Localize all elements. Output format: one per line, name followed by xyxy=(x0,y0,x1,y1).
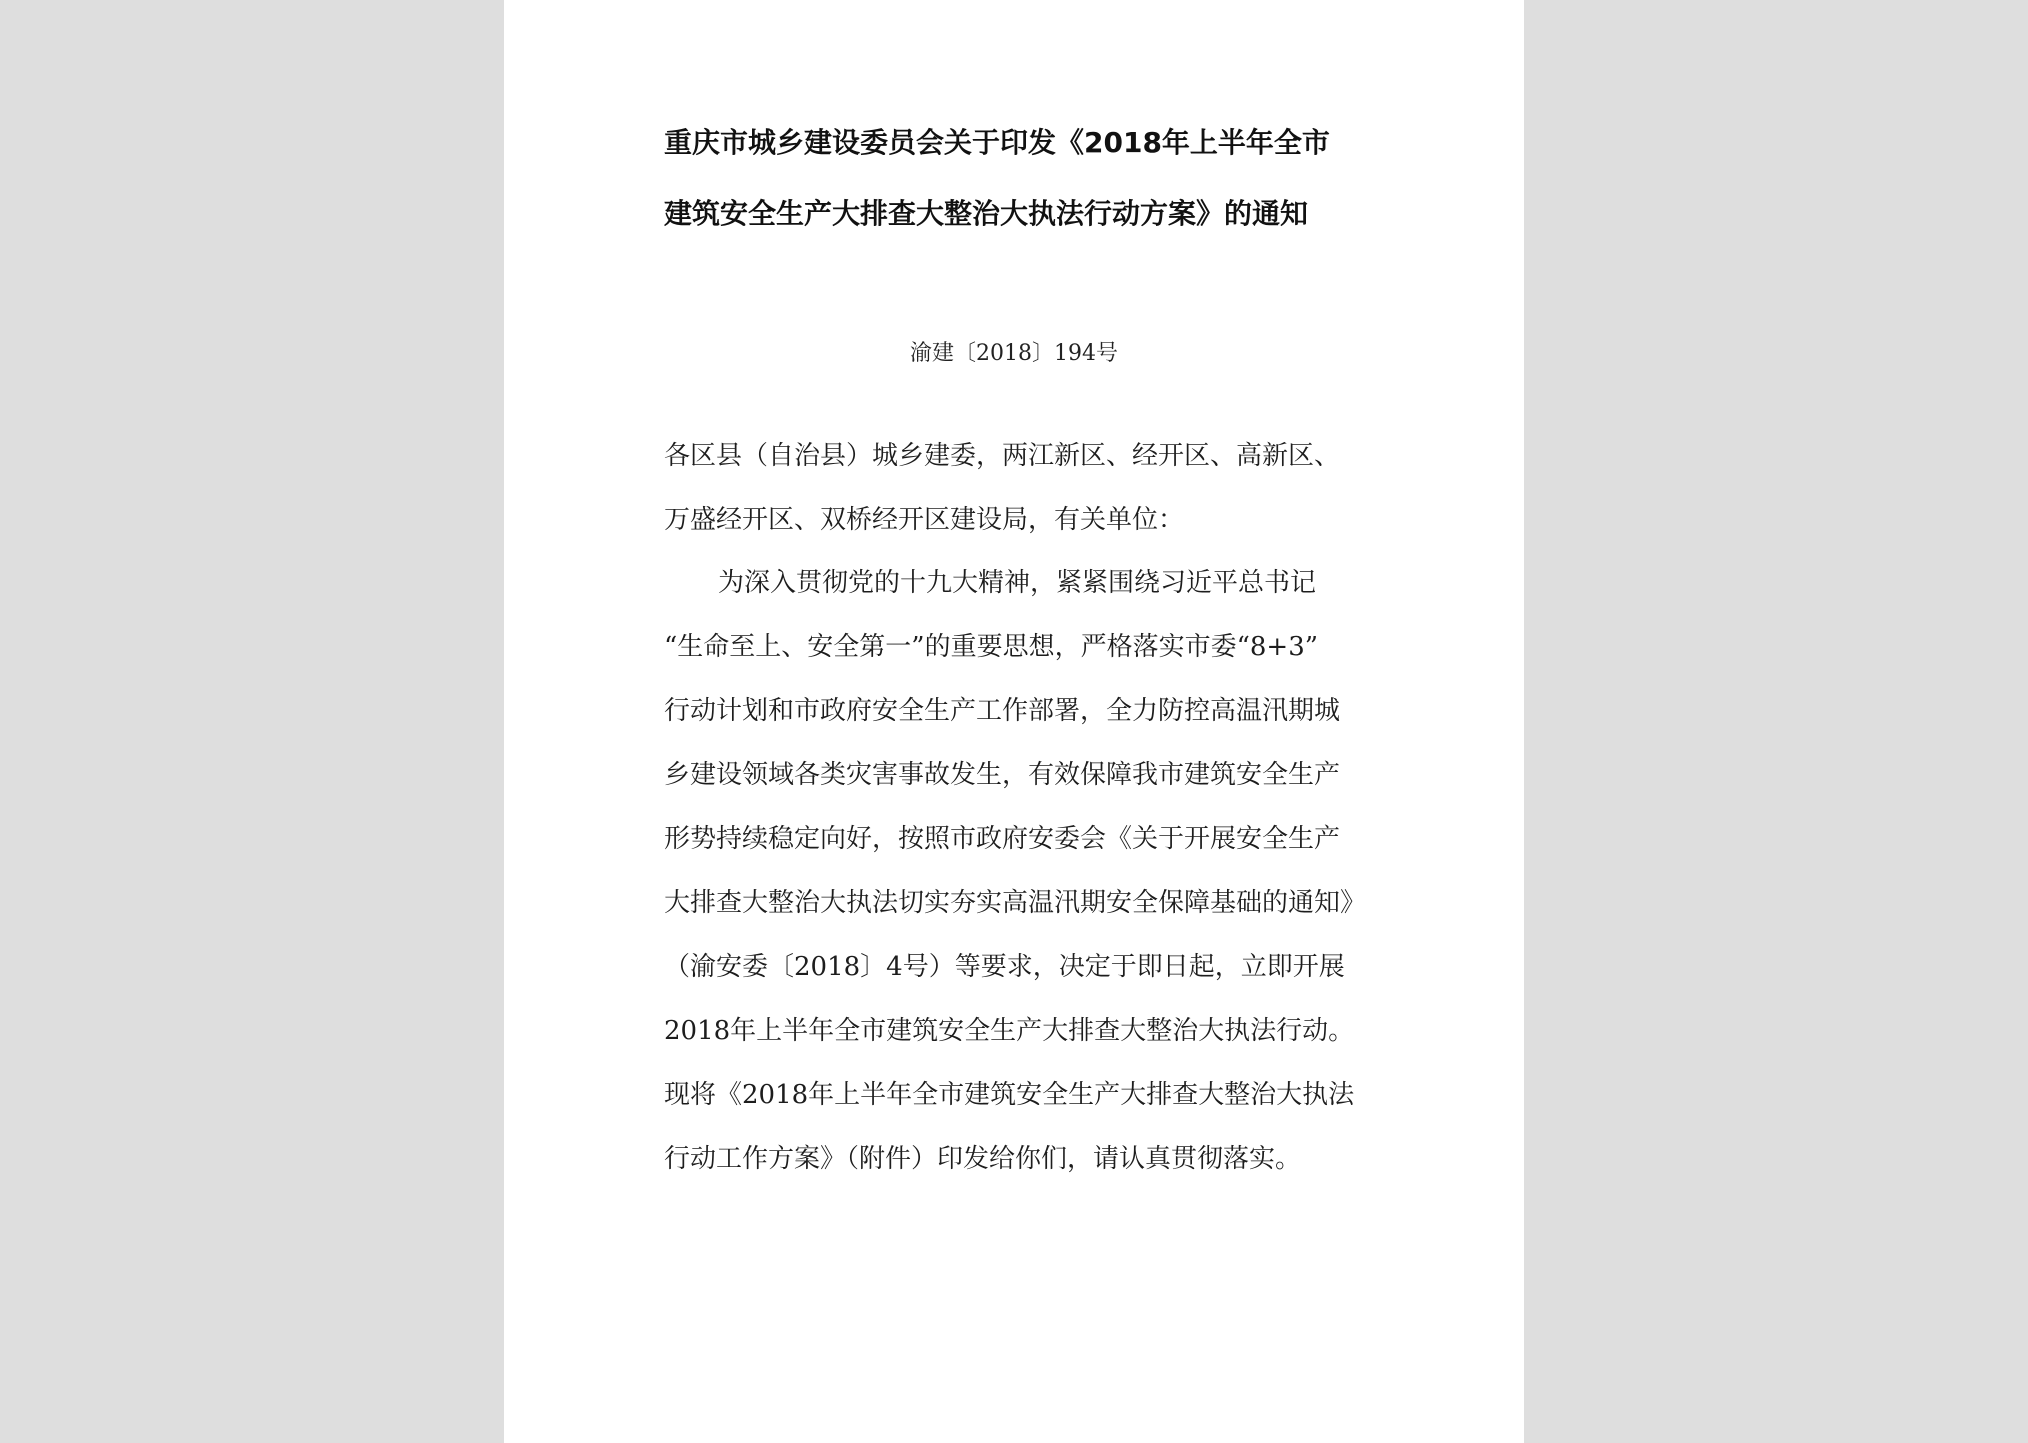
recipient-line-2: 万盛经开区、双桥经开区建设局，有关单位： xyxy=(664,505,1185,535)
document-title-line-2: 建筑安全生产大排查大整治大执法行动方案》的通知 xyxy=(664,197,1309,230)
body-line-7: （渝安委〔2018〕4号）等要求，决定于即日起，立即开展 xyxy=(664,952,1345,982)
body-line-10: 行动工作方案》（附件）印发给你们，请认真贯彻落实。 xyxy=(664,1144,1302,1174)
document-page xyxy=(504,0,1524,1443)
body-line-4: 乡建设领域各类灾害事故发生，有效保障我市建筑安全生产 xyxy=(664,760,1341,790)
body-line-2: “生命至上、安全第一”的重要思想，严格落实市委“8+3” xyxy=(664,632,1319,662)
document-number: 渝建〔2018〕194号 xyxy=(910,341,1118,366)
body-line-8: 2018年上半年全市建筑安全生产大排查大整治大执法行动。 xyxy=(664,1016,1355,1046)
body-line-5: 形势持续稳定向好，按照市政府安委会《关于开展安全生产 xyxy=(664,824,1341,854)
body-line-1: 为深入贯彻党的十九大精神，紧紧围绕习近平总书记 xyxy=(718,568,1317,598)
body-line-9: 现将《2018年上半年全市建筑安全生产大排查大整治大执法 xyxy=(664,1080,1355,1110)
body-line-6: 大排查大整治大执法切实夯实高温汛期安全保障基础的通知》 xyxy=(664,888,1367,918)
body-line-3: 行动计划和市政府安全生产工作部署，全力防控高温汛期城 xyxy=(664,696,1341,726)
recipient-line-1: 各区县（自治县）城乡建委，两江新区、经开区、高新区、 xyxy=(664,441,1341,471)
document-title-line-1: 重庆市城乡建设委员会关于印发《2018年上半年全市 xyxy=(664,126,1330,159)
